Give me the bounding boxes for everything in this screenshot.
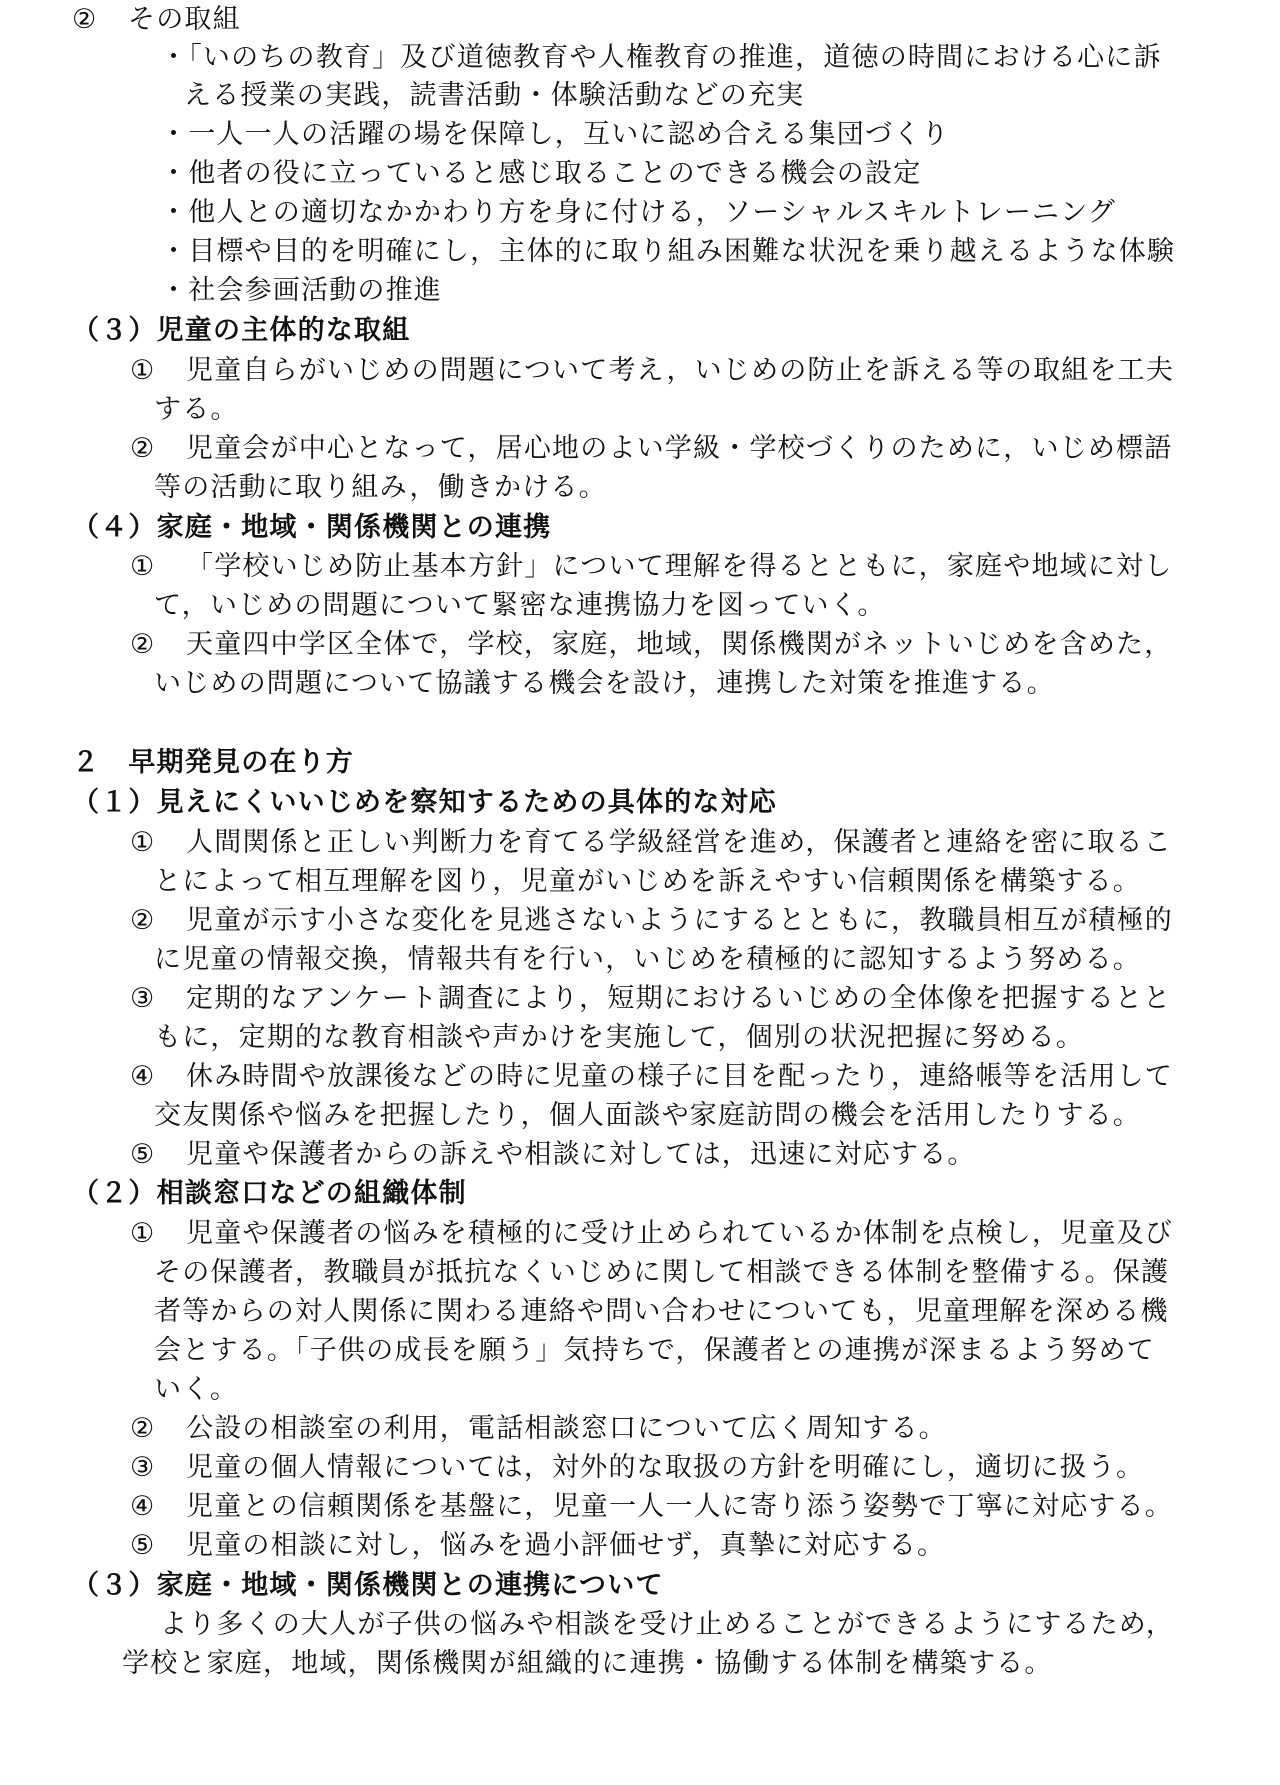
bullet-line: ・目標や目的を明確にし，主体的に取り組み困難な状況を乗り越えるような体験: [160, 236, 1176, 267]
item-text: 児童との信頼関係を基盤に，児童一人一人に寄り添う姿勢で丁寧に対応する。: [186, 1491, 1173, 1522]
item-text: 公設の相談室の利用，電話相談窓口について広く周知する。: [186, 1413, 947, 1444]
section-heading: （２）相談窓口などの組織体制: [72, 1178, 467, 1209]
bullet-line: ・一人一人の活躍の場を保障し，互いに認め合える集団づくり: [160, 119, 950, 150]
item-text: 会とする。「子供の成長を願う」気持ちで，保護者との連携が深まるよう努めて: [154, 1335, 1155, 1366]
bullet-line: ・他人との適切なかかわり方を身に付ける，ソーシャルスキルトレーニング: [160, 197, 1117, 228]
item-text: いじめの問題について協議する機会を設け，連携した対策を推進する。: [154, 668, 1055, 699]
item-marker: ③: [130, 1452, 156, 1483]
item-text: 天童四中学区全体で，学校，家庭，地域，関係機関がネットいじめを含めた，: [186, 629, 1173, 660]
bullet-line: ・他者の役に立っていると感じ取ることのできる機会の設定: [160, 158, 922, 189]
item-text: 児童の個人情報については，対外的な取扱の方針を明確にし，適切に扱う。: [186, 1452, 1145, 1483]
bullet-line: える授業の実践，読書活動・体験活動などの充実: [184, 80, 805, 111]
item-marker: ②: [130, 905, 156, 936]
bullet-line: ・社会参画活動の推進: [160, 275, 442, 306]
item-marker: ①: [130, 827, 156, 858]
section-heading: （３）児童の主体的な取組: [72, 315, 411, 346]
item-text: 児童の相談に対し，悩みを過小評価せず，真摯に対応する。: [186, 1530, 946, 1561]
item-text: いく。: [154, 1374, 239, 1405]
item-text: 児童自らがいじめの問題について考え，いじめの防止を訴える等の取組を工夫: [186, 355, 1175, 386]
item-text: 児童や保護者の悩みを積極的に受け止められているか体制を点検し，児童及び: [186, 1218, 1173, 1249]
item-marker: ②: [130, 433, 156, 464]
item-marker: ③: [130, 983, 156, 1014]
bullet-line: ・「いのちの教育」及び道徳教育や人権教育の推進，道徳の時間における心に訴: [160, 42, 1162, 73]
section-heading: （１）見えにくいいじめを察知するための具体的な対応: [72, 787, 777, 818]
paragraph-line: 学校と家庭，地域，関係機関が組織的に連携・協働する体制を構築する。: [122, 1648, 1053, 1679]
item-text: 者等からの対人関係に関わる連絡や問い合わせについても，児童理解を深める機: [154, 1296, 1169, 1327]
item-text: とによって相互理解を図り，児童がいじめを訴えやすい信頼関係を構築する。: [154, 866, 1141, 897]
item-marker: ②: [130, 629, 156, 660]
item-text: 等の活動に取り組み，働きかける。: [154, 472, 607, 503]
item-title: その取組: [128, 4, 241, 35]
item-text: 定期的なアンケート調査により，短期におけるいじめの全体像を把握するとと: [186, 983, 1172, 1014]
item-marker: ⑤: [130, 1530, 156, 1561]
item-marker: ②: [130, 1413, 156, 1444]
item-marker: ①: [130, 1218, 156, 1249]
item-text: 交友関係や悩みを把握したり，個人面談や家庭訪問の機会を活用したりする。: [154, 1100, 1141, 1131]
item-text: 人間関係と正しい判断力を育てる学級経営を進め，保護者と連絡を密に取るこ: [186, 827, 1172, 858]
section-heading: （４）家庭・地域・関係機関との連携: [72, 512, 552, 543]
item-marker: ⑤: [130, 1139, 156, 1170]
item-text: に児童の情報交換，情報共有を行い，いじめを積極的に認知するよう努める。: [154, 944, 1141, 975]
item-text: その保護者，教職員が抵抗なくいじめに関して相談できる体制を整備する。保護: [154, 1257, 1170, 1288]
section-heading: （３）家庭・地域・関係機関との連携について: [72, 1570, 664, 1601]
item-text: 休み時間や放課後などの時に児童の様子に目を配ったり，連絡帳等を活用して: [186, 1061, 1173, 1092]
item-marker: ④: [130, 1491, 156, 1522]
item-marker: ①: [130, 551, 156, 582]
paragraph-line: より多くの大人が子供の悩みや相談を受け止めることができるようにするため，: [160, 1609, 1175, 1640]
item-text: 児童が示す小さな変化を見逃さないようにするとともに，教職員相互が積極的: [186, 905, 1173, 936]
item-marker: ②: [72, 4, 98, 35]
item-marker: ①: [130, 355, 156, 386]
item-text: する。: [154, 394, 239, 425]
chapter-heading: ２ 早期発見の在り方: [72, 747, 354, 778]
item-text: もに，定期的な教育相談や声かけを実施して，個別の状況把握に努める。: [154, 1022, 1085, 1053]
item-text: 「学校いじめ防止基本方針」について理解を得るとともに，家庭や地域に対し: [186, 551, 1173, 582]
item-text: 児童会が中心となって，居心地のよい学級・学校づくりのために，いじめ標語: [186, 433, 1173, 464]
item-text: て，いじめの問題について緊密な連携協力を図っていく。: [154, 590, 886, 621]
item-marker: ④: [130, 1061, 156, 1092]
item-text: 児童や保護者からの訴えや相談に対しては，迅速に対応する。: [186, 1139, 976, 1170]
